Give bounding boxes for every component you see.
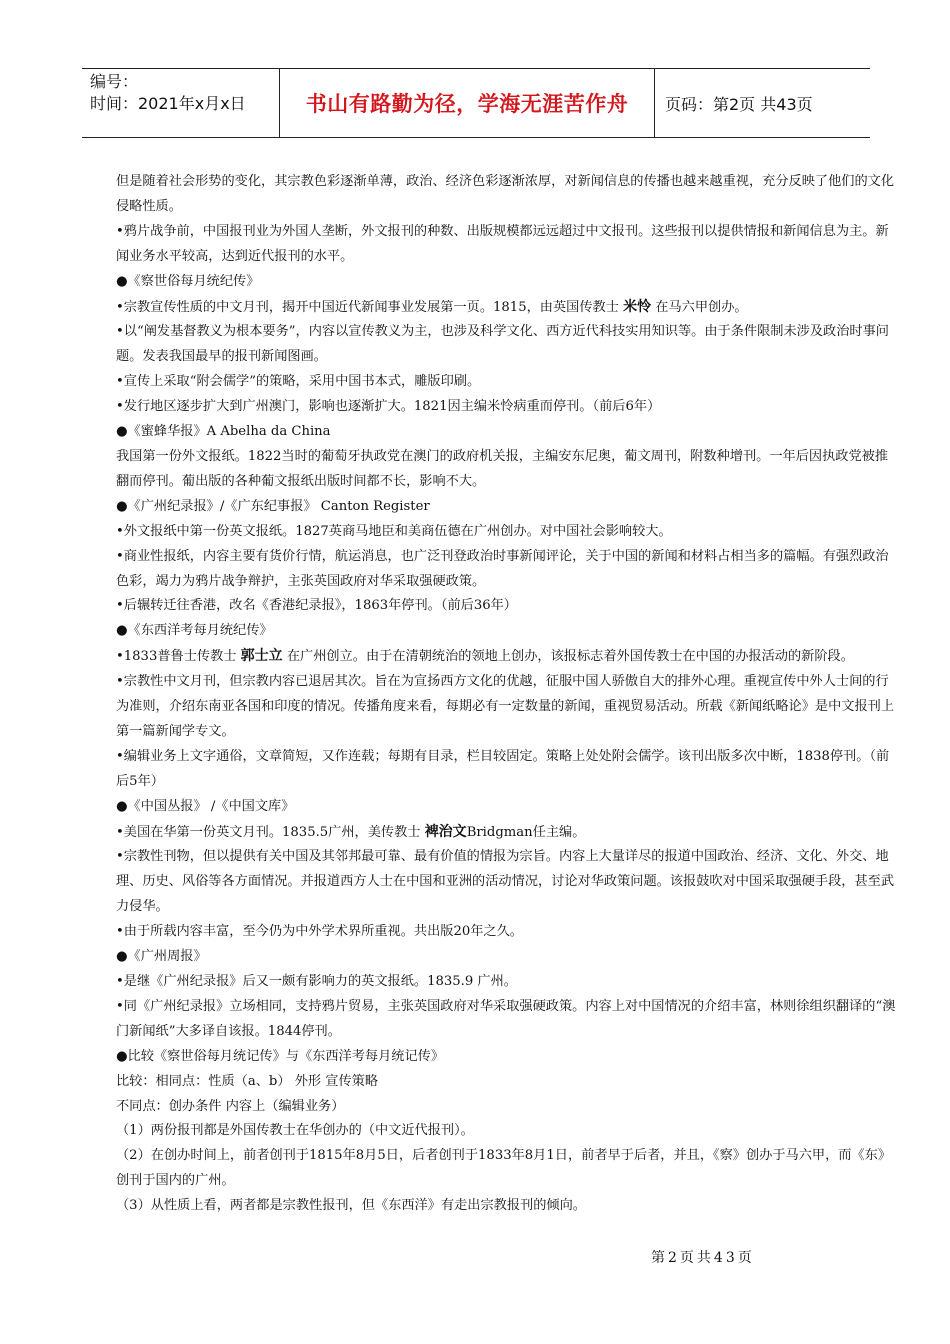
page-info: 页码：第2页 共43页	[665, 94, 813, 114]
page-header	[82, 68, 870, 138]
paragraph: •后辗转迁往香港，改名《香港纪录报》，1863年停刊。（前后36年）	[116, 598, 517, 614]
paragraph: •宗教性刊物，但以提供有关中国及其邻邦最可靠、最有价值的情报为宗旨。内容上大量详尽的报道中国政治、经济、文化、外交、地理、历史、风俗等各方面情况。并报道西方人士在中国和亚洲的活动情况，讨论对华政策问题。该报鼓吹对中国采取强硬手段，甚至武力侵华。	[116, 849, 895, 915]
text-span: Bridgman任主编。	[466, 824, 586, 840]
keyword-name: 米怜	[623, 298, 652, 315]
time-label: 时间：2021年x月x日	[90, 94, 246, 113]
section-heading: ●《察世俗每月统纪传》	[116, 273, 260, 289]
paragraph	[116, 820, 900, 846]
text-span: 在马六甲创办。	[651, 299, 748, 315]
code-label: 编号：	[90, 72, 139, 91]
section-heading: ●《广州纪录报》/《广东纪事报》 Canton Register	[116, 498, 430, 514]
keyword-name: 裨治文	[424, 823, 467, 840]
paragraph: •发行地区逐步扩大到广州澳门，影响也逐渐扩大。1821因主编米怜病重而停刊。（前后6年）	[116, 399, 661, 415]
keyword-name: 郭士立	[240, 648, 283, 665]
text-span: 在广州创立。由于在清朝统治的领地上创办，该报标志着外国传教士在中国的办报活动的新阶段。	[282, 649, 854, 665]
paragraph: 但是随着社会形势的变化，其宗教色彩逐渐单薄，政治、经济色彩逐渐浓厚，对新闻信息的传播也越来越重视，充分反映了他们的文化侵略性质。	[116, 174, 895, 214]
text-span: •宗教宣传性质的中文月刊，揭开中国近代新闻事业发展第一页。1815，由英国传教士	[116, 299, 624, 315]
header-motto-cell	[280, 69, 655, 137]
paragraph: •编辑业务上文字通俗，文章简短，又作连载；每期有目录，栏目较固定。策略上处处附会儒学。该刊出版多次中断，1838停刊。（前后5年）	[116, 748, 890, 789]
paragraph: •宗教性中文月刊，但宗教内容已退居其次。旨在为宣扬西方文化的优越，征服中国人骄傲自大的排外心理。重视宣传中外人士间的行为准则，介绍东南亚各国和印度的情况。传播角度来看，每期必有一定数量的新闻，重视贸易活动。所载《新闻纸略论》是中文报刊上第一篇新闻学专文。	[116, 674, 895, 739]
paragraph: •商业性报纸，内容主要有货价行情，航运消息，也广泛刊登政治时事新闻评论，关于中国的新闻和材料占相当多的篇幅。有强烈政治色彩，竭力为鸦片战争辩护，主张英国政府对华采取强硬政策。	[116, 548, 889, 589]
paragraph: 我国第一份外文报纸。1822当时的葡萄牙执政党在澳门的政府机关报，主编安东尼奥，葡文周刊，附数种增刊。一年后因执政党被推翻而停刊。葡出版的各种葡文报纸出版时间都不长，影响不大。	[116, 448, 889, 489]
paragraph: •宣传上采取“附会儒学”的策略，采用中国书本式，雕版印刷。	[116, 374, 481, 390]
paragraph	[116, 295, 900, 321]
paragraph: •外文报纸中第一份英文报纸。1827英商马地臣和美商伍德在广州创办。对中国社会影响较大。	[116, 523, 672, 539]
paragraph: •同《广州纪录报》立场相同，支持鸦片贸易，主张英国政府对华采取强硬政策。内容上对中国情况的介绍丰富，林则徐组织翻译的“澳门新闻纸”大多译自该报。1844停刊。	[116, 998, 896, 1039]
header-meta-cell	[82, 69, 280, 137]
paragraph: （3）从性质上看，两者都是宗教性报刊，但《东西洋》有走出宗教报刊的倾向。	[116, 1198, 586, 1214]
paragraph: （2）在创办时间上，前者创刊于1815年8月5日，后者创刊于1833年8月1日，前者早于后者，并且，《察》创办于马六甲，而《东》创刊于国内的广州。	[116, 1148, 892, 1189]
section-heading: ●《蜜蜂华报》A Abelha da China	[116, 424, 331, 440]
section-heading: ●比较《察世俗每月统记传》与《东西洋考每月统记传》	[116, 1048, 445, 1064]
motto-text: 书山有路勤为径，学海无涯苦作舟	[305, 92, 629, 116]
paragraph: （1）两份报刊都是外国传教士在华创办的（中文近代报刊）。	[116, 1123, 474, 1139]
paragraph: •由于所载内容丰富，至今仍为中外学术界所重视。共出版20年之久。	[116, 924, 523, 940]
paragraph	[116, 644, 900, 670]
paragraph: 不同点：创办条件 内容上（编辑业务）	[116, 1098, 345, 1114]
section-heading: ●《广州周报》	[116, 949, 207, 965]
text-span: •美国在华第一份英文月刊。1835.5广州，美传教士	[116, 824, 425, 840]
paragraph: •鸦片战争前，中国报刊业为外国人垄断，外文报刊的种数、出版规模都远远超过中文报刊。这些报刊以提供情报和新闻信息为主。新闻业务水平较高，达到近代报刊的水平。	[116, 223, 889, 264]
text-span: •1833普鲁士传教士	[116, 649, 241, 665]
paragraph: •是继《广州纪录报》后又一颇有影响力的英文报纸。1835.9 广州。	[116, 974, 517, 989]
section-heading: ●《中国丛报》 /《中国文库》	[116, 798, 295, 814]
header-page-cell	[655, 69, 870, 137]
page-footer: 第2页共43页	[651, 1250, 755, 1266]
section-heading: ●《东西洋考每月统纪传》	[116, 623, 273, 639]
document-body	[116, 170, 900, 1219]
paragraph: •以“阐发基督教义为根本要务”，内容以宣传教义为主，也涉及科学文化、西方近代科技实用知识等。由于条件限制未涉及政治时事问题。发表我国最早的报刊新闻图画。	[116, 324, 889, 365]
paragraph: 比较：相同点：性质（a、b） 外形 宣传策略	[116, 1073, 379, 1089]
